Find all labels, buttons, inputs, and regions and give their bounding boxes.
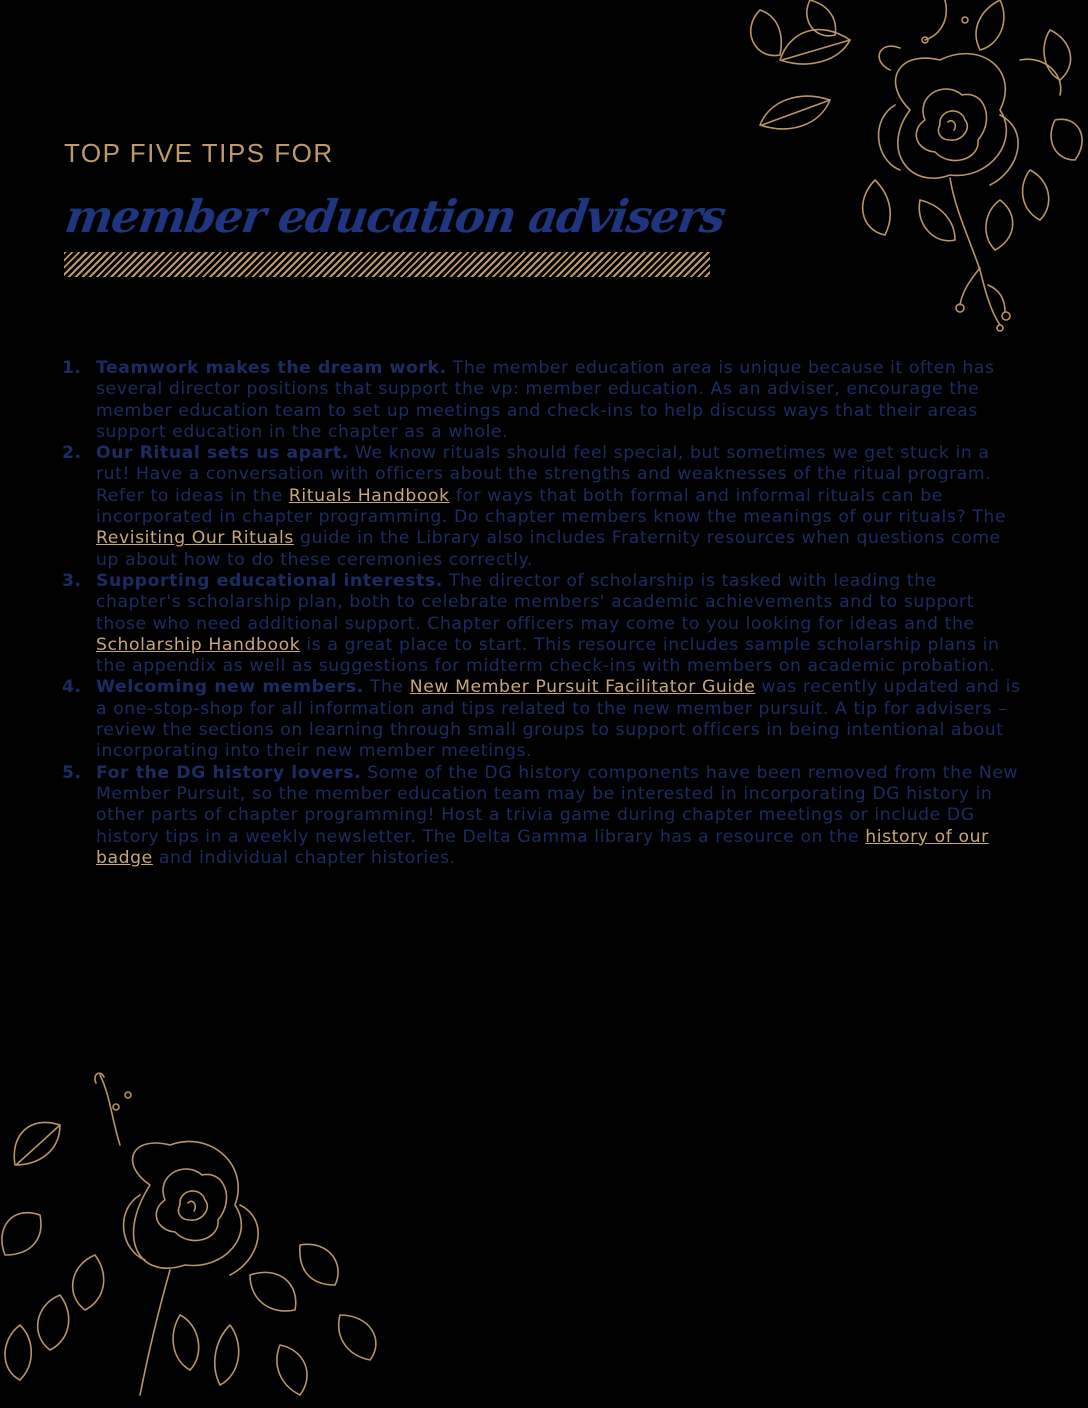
page-title: member education advisers <box>62 190 728 243</box>
item-number: 1. <box>62 358 82 378</box>
list-item <box>62 571 1028 677</box>
tip-text: for ways that both formal and informal rituals can be incorporated in chapter programming. Do chapter members know the meanings of our rituals? The <box>96 485 1007 528</box>
tip-text: The <box>363 677 410 698</box>
tip-heading: Welcoming new members. <box>96 677 364 698</box>
item-number: 2. <box>62 443 82 464</box>
tip-text: and individual chapter histories. <box>152 847 456 868</box>
rose-floral-icon <box>700 0 1088 340</box>
history-of-badge-link[interactable]: history of our badge <box>96 826 989 868</box>
tip-heading: Supporting educational interests. <box>96 570 443 591</box>
rose-floral-icon <box>0 1065 390 1408</box>
rituals-handbook-link[interactable]: Rituals Handbook <box>288 485 450 506</box>
item-number: 4. <box>62 677 82 698</box>
revisiting-our-rituals-link[interactable]: Revisiting Our Rituals <box>96 528 294 549</box>
tip-heading: Our Ritual sets us apart. <box>96 443 349 464</box>
list-item <box>62 763 1028 869</box>
scholarship-handbook-link[interactable]: Scholarship Handbook <box>96 634 301 655</box>
tip-text: We know rituals should feel special, but sometimes we get stuck in a rut! Have a conversation with officers about the strengths and weaknesses of the ritual program. Refer to ideas in the <box>96 443 992 506</box>
tip-text: The director of scholarship is tasked with leading the chapter's scholarship plan, both to celebrate members' academic achievements and to support those who need additional support. Chapter officers may come to you looking for ideas and the <box>96 570 975 634</box>
list-item <box>62 677 1028 762</box>
item-number: 3. <box>62 570 82 591</box>
decorative-stripe <box>64 252 710 277</box>
item-number: 5. <box>62 762 82 783</box>
facilitator-guide-link[interactable]: New Member Pursuit Facilitator Guide <box>409 677 756 698</box>
tip-heading: For the DG history lovers. <box>96 762 362 783</box>
tip-heading: Teamwork makes the dream work. <box>96 358 447 378</box>
tip-text: is a great place to start. This resource includes sample scholarship plans in the appendix as well as suggestions for midterm check-ins with members on academic probation. <box>96 634 1000 677</box>
tips-list <box>62 358 1028 869</box>
tip-text: The member education area is unique because it often has several director positions that support the vp: member education. As an adviser, encourage the member education team to set up meetings and check-ins to help discuss ways that their areas support education in the chapter as a whole. <box>96 358 995 442</box>
tip-text: Some of the DG history components have been removed from the New Member Pursuit, so the member education team may be interested in incorporating DG history in other parts of chapter programming! Host a trivia game during chapter meetings or include DG history tips in a weekly newsletter. The Delta Gamma library has a resource on the <box>96 762 1019 847</box>
kicker-heading: TOP FIVE TIPS FOR <box>64 138 334 168</box>
list-item <box>62 358 1028 443</box>
list-item <box>62 443 1028 571</box>
tip-text: was recently updated and is a one-stop-shop for all information and tips related to the new member pursuit. A tip for advisers – review the sections on learning through small groups to support officers in being intentional about incorporating into their new member meetings. <box>96 677 1021 762</box>
tip-text: guide in the Library also includes Fraternity resources when questions come up about how to do these ceremonies correctly. <box>96 528 1001 570</box>
